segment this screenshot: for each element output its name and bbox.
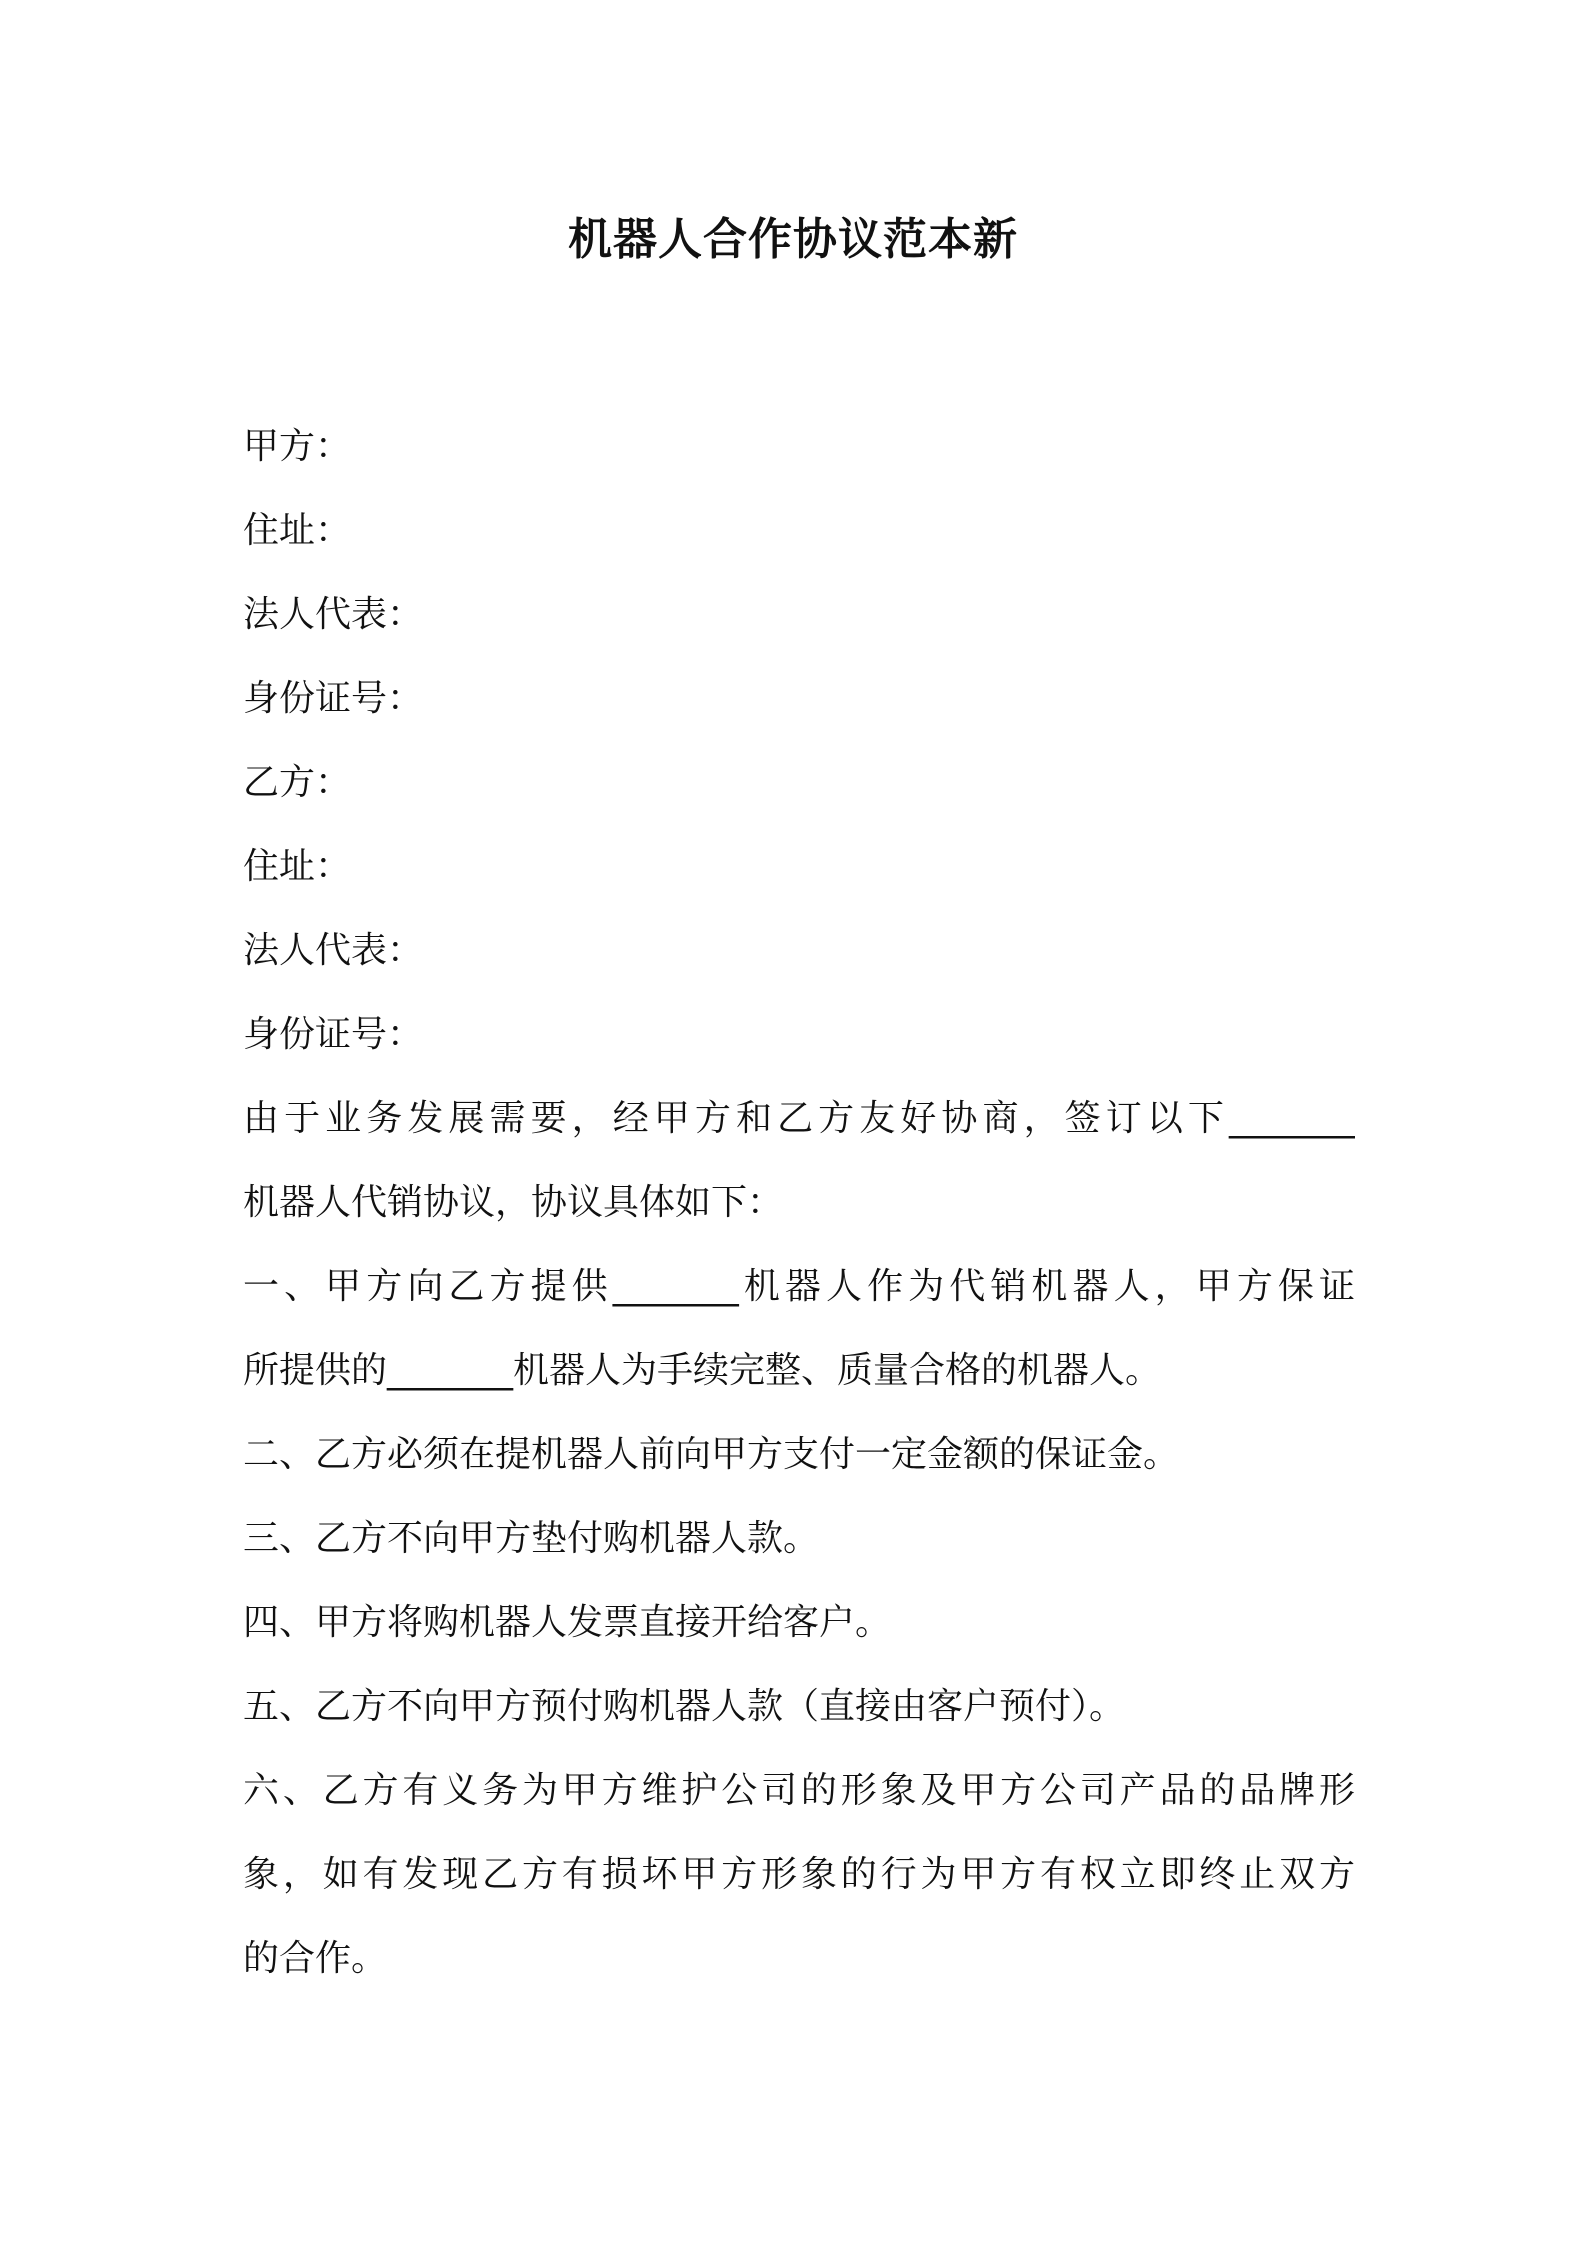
party-b-name-label: 乙方： [243, 762, 352, 803]
paragraph-line: 由于业务发展需要，经甲方和乙方友好协商，签订以下_______ [243, 1098, 1355, 1139]
party-a-id-label: 身份证号： [243, 678, 424, 719]
paragraph-line: 一、甲方向乙方提供_______机器人作为代销机器人，甲方保证 [243, 1266, 1355, 1307]
paragraph-line: 二、乙方必须在提机器人前向甲方支付一定金额的保证金。 [243, 1434, 1180, 1475]
document-body [243, 405, 1355, 2001]
paragraph-line: 机器人代销协议，协议具体如下： [243, 1182, 784, 1223]
paragraph-line: 的合作。 [243, 1938, 388, 1979]
party-a-address-label: 住址： [243, 510, 352, 551]
paragraph-line: 六、乙方有义务为甲方维护公司的形象及甲方公司产品的品牌形 [243, 1770, 1355, 1811]
document-title: 机器人合作协议范本新 [568, 214, 1018, 265]
party-a-name-label: 甲方： [243, 426, 352, 467]
paragraph-line: 五、乙方不向甲方预付购机器人款（直接由客户预付）。 [243, 1686, 1126, 1727]
paragraph-line: 所提供的_______机器人为手续完整、质量合格的机器人。 [243, 1350, 1162, 1391]
party-a-legal-rep-label: 法人代表： [243, 594, 424, 635]
paragraph-line: 四、甲方将购机器人发票直接开给客户。 [243, 1602, 892, 1643]
paragraph-line: 三、乙方不向甲方垫付购机器人款。 [243, 1518, 820, 1559]
party-b-address-label: 住址： [243, 846, 352, 887]
party-b-legal-rep-label: 法人代表： [243, 930, 424, 971]
paragraph-line: 象，如有发现乙方有损坏甲方形象的行为甲方有权立即终止双方 [243, 1854, 1355, 1895]
party-b-id-label: 身份证号： [243, 1014, 424, 1055]
